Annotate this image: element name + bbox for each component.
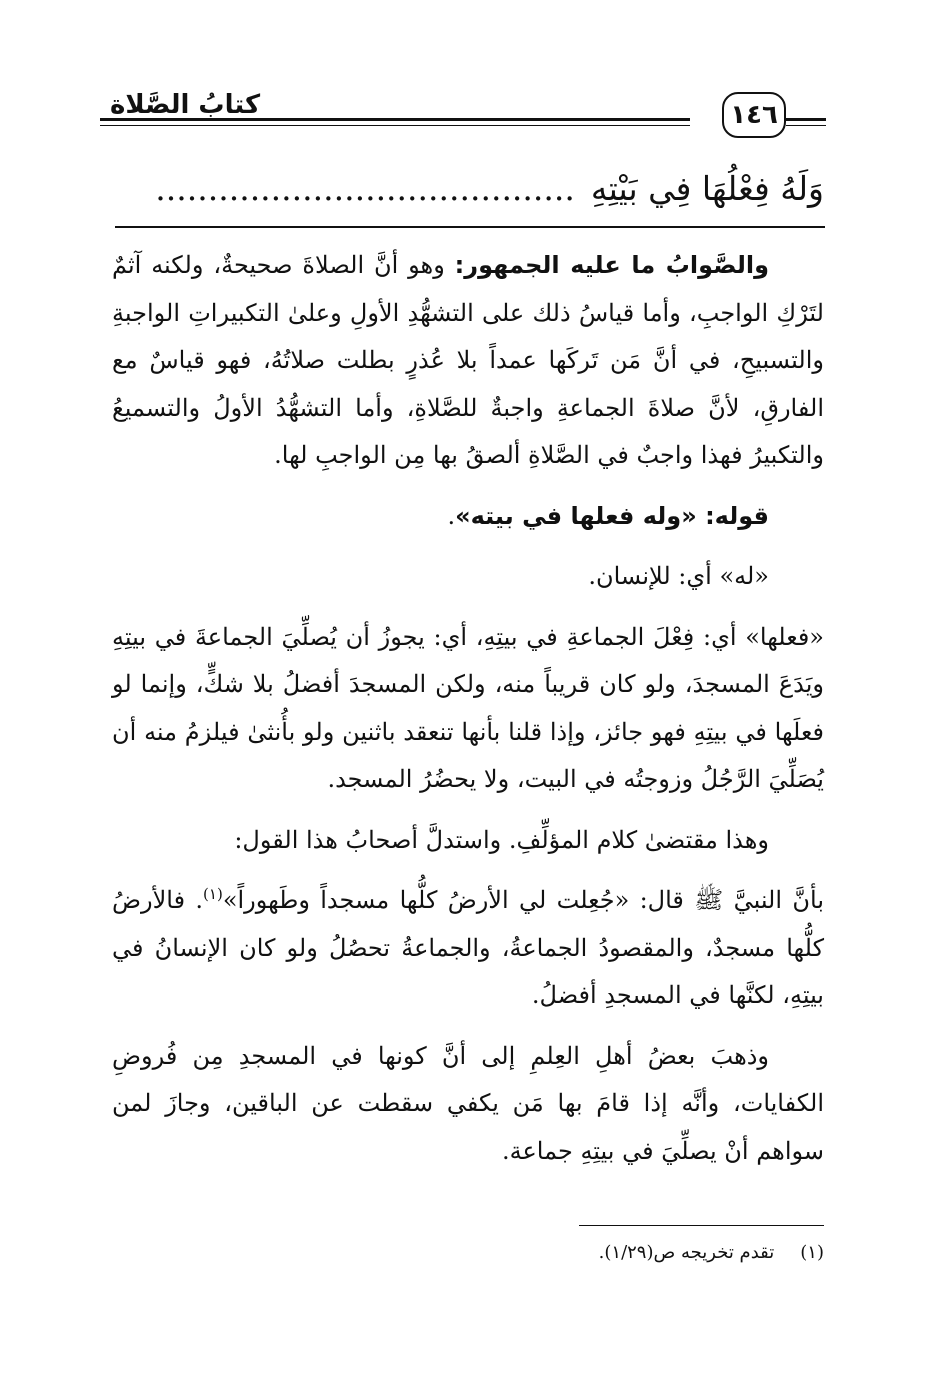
paragraph-text: «له» أي: للإنسان.: [588, 562, 769, 590]
paragraph: [112, 493, 824, 541]
paragraph-text: وهذا مقتضىٰ كلام المؤلِّفِ. واستدلَّ أصحابُ هذا القول:: [234, 825, 769, 854]
paragraph: [112, 614, 824, 804]
paragraph-text: وذهبَ بعضُ أهلِ العِلمِ إلى أنَّ كونها في المسجدِ مِن فُروضِ الكفايات، وأنَّه إذا قامَ بها مَن يكفي سقطت عن الباقين، وجازَ لمن سواهم أنْ يصلِّيَ في بيتِهِ جماعة.: [112, 1041, 824, 1165]
footnote-text: تقدم تخريجه ص(١/٢٩).: [598, 1242, 775, 1263]
page-number: ١٤٦: [722, 92, 786, 138]
footnote-reference[interactable]: (١): [203, 885, 223, 903]
paragraph: [112, 817, 824, 865]
paragraph: [112, 1033, 824, 1176]
paragraph-lead: والصَّوابُ ما عليه الجمهور:: [454, 251, 770, 279]
matn-text: وَلَهُ فِعْلُهَا فِي بَيْتِهِ: [590, 169, 824, 208]
matn-dots: ........................................: [155, 169, 575, 208]
header-rule: [786, 118, 826, 126]
footnote-rule: [579, 1225, 824, 1226]
footnote-number: (١): [800, 1242, 824, 1263]
paragraph-text: «فعلها» أي: فِعْلَ الجماعةِ في بيتِهِ، أي: يجوزُ أن يُصلِّيَ الجماعةَ في بيتِهِ ويَدَعَ المسجدَ، ولو كان قريباً منه، ولكن المسجدَ أفضلُ بلا شكٍّ، وإنما لو فعلَها في بيتِهِ فهو جائز، وإذا قلنا بأنها تنعقد باثنين ولو بأُنثىٰ فيلزمُ منه أن يُصَلِّيَ الرَّجُلُ وزوجتُه في البيت، ولا يحضُرُ المسجد.: [112, 622, 824, 793]
commentary-body: [112, 242, 824, 1188]
paragraph: [112, 553, 824, 601]
running-header: [100, 78, 826, 156]
paragraph-text: بأنَّ النبيَّ ﷺ قال: «جُعِلت لي الأرضُ كلُّها مسجداً وطَهوراً»: [222, 886, 824, 914]
matn-line: [114, 164, 824, 214]
paragraph-text: وهو أنَّ الصلاةَ صحيحةٌ، ولكنه آثمٌ لتَرْكِ الواجبِ، وأما قياسُ ذلك على التشهُّدِ الأولِ وعلىٰ التكبيراتِ الواجبةِ والتسبيحِ، في أنَّ مَن تَركَها عمداً بلا عُذرٍ بطلت صلاتُهُ، فهو قياسٌ مع الفارقِ، لأنَّ صلاةَ الجماعةِ واجبةٌ للصَّلاةِ، وأما التشهُّدُ الأولُ والتسميعُ والتكبيرُ فهذا واجبٌ في الصَّلاةِ ألصقُ بها مِن الواجبِ لها.: [112, 251, 824, 469]
footnote: [112, 1238, 824, 1268]
paragraph: [112, 877, 824, 1020]
paragraph-text: . فالأرضُ كلُّها مسجدٌ، والمقصودُ الجماعةُ، والجماعةُ تحصُلُ ولو كان الإنسانُ في بيتِهِ، لكنَّها في المسجدِ أفضلُ.: [112, 886, 824, 1009]
paragraph-lead: قوله: «وله فعلها في بيته»: [455, 501, 769, 530]
matn-separator: [115, 226, 825, 228]
paragraph: [112, 242, 824, 480]
book-title: كتابُ الصَّلاة: [110, 90, 261, 120]
paragraph-text: .: [447, 501, 456, 530]
